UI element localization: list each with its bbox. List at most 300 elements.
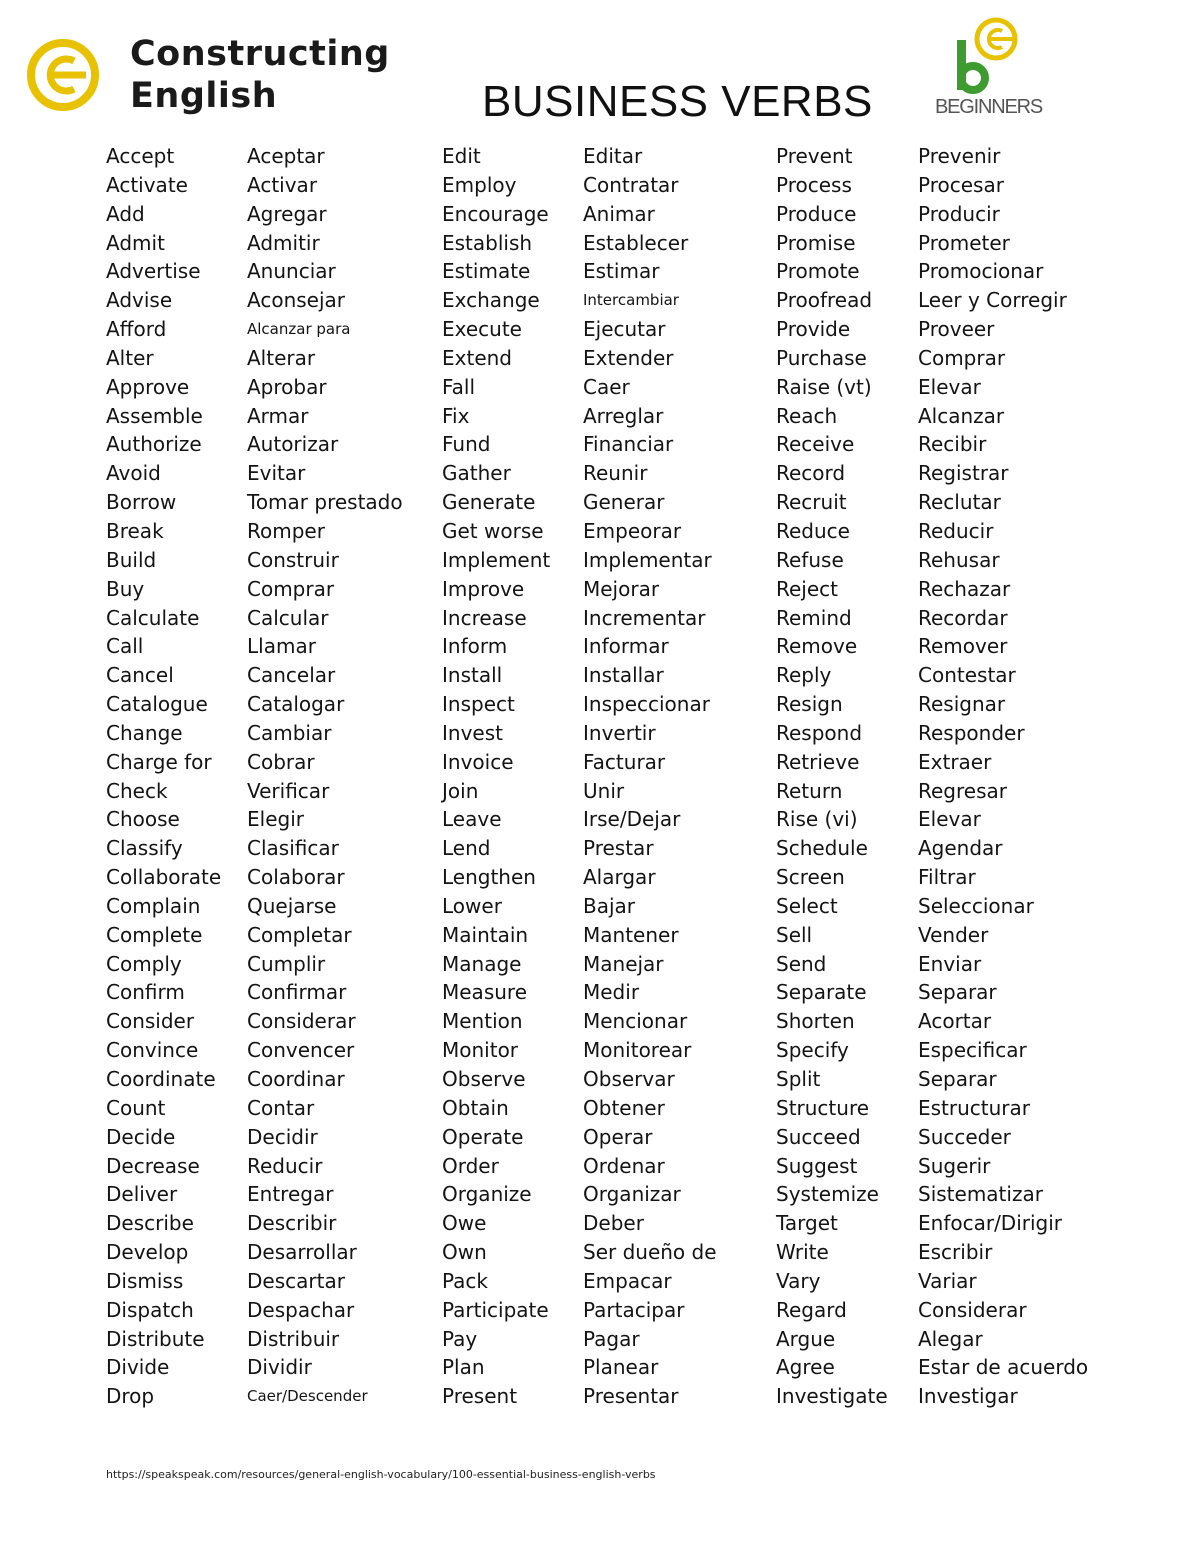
english-verb: Schedule xyxy=(776,836,868,861)
english-verb: Authorize xyxy=(106,432,202,457)
table-row xyxy=(0,719,1200,748)
spanish-translation: Investigar xyxy=(918,1384,1018,1409)
spanish-translation: Activar xyxy=(247,172,318,197)
table-row xyxy=(0,748,1200,777)
spanish-translation: Armar xyxy=(247,403,309,428)
spanish-translation: Completar xyxy=(247,922,352,947)
table-row xyxy=(0,834,1200,863)
spanish-translation: Unir xyxy=(583,778,625,803)
spanish-translation: Leer y Corregir xyxy=(918,288,1067,313)
english-verb: Structure xyxy=(776,1095,870,1120)
table-row xyxy=(0,1353,1200,1382)
english-verb: Reply xyxy=(776,663,832,688)
spanish-translation: Rehusar xyxy=(918,547,1000,572)
english-verb: Advertise xyxy=(106,259,201,284)
english-verb: Return xyxy=(776,778,843,803)
english-verb: Lengthen xyxy=(442,865,536,890)
english-verb: Leave xyxy=(442,807,502,832)
english-verb: Fund xyxy=(442,432,491,457)
table-row xyxy=(0,142,1200,171)
english-verb: Specify xyxy=(776,1038,849,1063)
english-verb: Organize xyxy=(442,1182,532,1207)
table-row xyxy=(0,373,1200,402)
english-verb: Deliver xyxy=(106,1182,178,1207)
spanish-translation: Medir xyxy=(583,980,640,1005)
table-row xyxy=(0,892,1200,921)
english-verb: Respond xyxy=(776,720,863,745)
english-verb: Split xyxy=(776,1067,821,1091)
spanish-translation: Procesar xyxy=(918,172,1004,197)
spanish-translation: Elevar xyxy=(918,807,981,832)
english-verb: Remind xyxy=(776,605,852,630)
spanish-translation: Contar xyxy=(247,1095,315,1120)
table-row xyxy=(0,402,1200,431)
spanish-translation: Operar xyxy=(583,1124,653,1149)
spanish-translation: Reducir xyxy=(247,1153,323,1178)
table-row xyxy=(0,1267,1200,1296)
english-verb: Investigate xyxy=(776,1384,888,1409)
spanish-translation: Recordar xyxy=(918,605,1008,630)
spanish-translation: Estar de acuerdo xyxy=(918,1355,1089,1380)
table-row xyxy=(0,632,1200,661)
english-verb: Estimate xyxy=(442,259,531,284)
english-verb: Promise xyxy=(776,230,856,255)
spanish-translation: Recibir xyxy=(918,432,987,457)
english-verb: Vary xyxy=(776,1268,821,1293)
english-verb: Purchase xyxy=(776,345,867,370)
english-verb: Coordinate xyxy=(106,1067,216,1091)
english-verb: Prevent xyxy=(776,144,853,168)
english-verb: Succeed xyxy=(776,1124,861,1149)
english-verb: Convince xyxy=(106,1038,199,1063)
spanish-translation: Succeder xyxy=(918,1124,1011,1149)
table-row xyxy=(0,1296,1200,1325)
english-verb: Measure xyxy=(442,980,527,1005)
table-row xyxy=(0,777,1200,806)
spanish-translation: Dividir xyxy=(247,1355,312,1380)
spanish-translation: Prometer xyxy=(918,230,1010,255)
table-row xyxy=(0,344,1200,373)
english-verb: Observe xyxy=(442,1067,526,1091)
spanish-translation: Informar xyxy=(583,634,669,659)
table-row xyxy=(0,315,1200,344)
english-verb: Systemize xyxy=(776,1182,879,1207)
spanish-translation: Mantener xyxy=(583,922,679,947)
english-verb: Receive xyxy=(776,432,855,457)
english-verb: Own xyxy=(442,1240,487,1265)
english-verb: Complain xyxy=(106,893,201,918)
table-row xyxy=(0,459,1200,488)
spanish-translation: Inspeccionar xyxy=(583,692,710,717)
table-row xyxy=(0,950,1200,979)
english-verb: Retrieve xyxy=(776,749,860,774)
spanish-translation: Ordenar xyxy=(583,1153,665,1178)
spanish-translation: Enviar xyxy=(918,951,982,976)
spanish-translation: Producir xyxy=(918,201,1000,226)
table-row xyxy=(0,1123,1200,1152)
spanish-translation: Facturar xyxy=(583,749,666,774)
spanish-translation: Monitorear xyxy=(583,1038,692,1063)
english-verb: Manage xyxy=(442,951,522,976)
english-verb: Shorten xyxy=(776,1009,855,1034)
spanish-translation: Estructurar xyxy=(918,1095,1031,1120)
english-verb: Distribute xyxy=(106,1326,205,1351)
english-verb: Implement xyxy=(442,547,551,572)
table-row xyxy=(0,575,1200,604)
spanish-translation: Extender xyxy=(583,345,674,370)
english-verb: Order xyxy=(442,1153,499,1178)
spanish-translation: Alegar xyxy=(918,1326,983,1351)
spanish-translation: Filtrar xyxy=(918,865,976,890)
spanish-translation: Separar xyxy=(918,980,997,1005)
english-verb: Remove xyxy=(776,634,858,659)
spanish-translation: Calcular xyxy=(247,605,329,630)
english-verb: Establish xyxy=(442,230,533,255)
spanish-translation: Promocionar xyxy=(918,259,1044,284)
english-verb: Install xyxy=(442,663,503,688)
english-verb: Increase xyxy=(442,605,527,630)
table-row xyxy=(0,1036,1200,1065)
spanish-translation: Convencer xyxy=(247,1038,355,1063)
spanish-translation: Alcanzar xyxy=(918,403,1005,428)
english-verb: Accept xyxy=(106,144,175,168)
spanish-translation: Prestar xyxy=(583,836,654,861)
english-verb: Process xyxy=(776,172,852,197)
english-verb: Describe xyxy=(106,1211,194,1236)
english-verb: Choose xyxy=(106,807,180,832)
english-verb: Invest xyxy=(442,720,503,745)
table-row xyxy=(0,690,1200,719)
english-verb: Invoice xyxy=(442,749,514,774)
english-verb: Regard xyxy=(776,1297,847,1322)
brand-name-line1: Constructing xyxy=(130,34,390,74)
english-verb: Avoid xyxy=(106,461,161,486)
english-verb: Change xyxy=(106,720,183,745)
source-url: https://speakspeak.com/resources/general-english-vocabulary/100-essential-business-english-verbs xyxy=(106,1468,656,1481)
spanish-translation: Quejarse xyxy=(247,893,337,918)
english-verb: Recruit xyxy=(776,490,847,515)
spanish-translation: Evitar xyxy=(247,461,306,486)
english-verb: Reduce xyxy=(776,518,850,543)
spanish-translation: Cambiar xyxy=(247,720,332,745)
english-verb: Drop xyxy=(106,1384,155,1409)
english-verb: Approve xyxy=(106,374,190,399)
table-row xyxy=(0,488,1200,517)
spanish-translation: Bajar xyxy=(583,893,636,918)
english-verb: Resign xyxy=(776,692,843,717)
english-verb: Fix xyxy=(442,403,470,428)
page-title: BUSINESS VERBS xyxy=(482,77,873,126)
table-row xyxy=(0,978,1200,1007)
english-verb: Divide xyxy=(106,1355,170,1380)
spanish-translation: Proveer xyxy=(918,317,995,342)
spanish-translation: Clasificar xyxy=(247,836,339,861)
brand-name-line2: English xyxy=(130,76,278,116)
spanish-translation: Caer xyxy=(583,374,630,399)
spanish-translation: Autorizar xyxy=(247,432,339,457)
spanish-translation: Comprar xyxy=(918,345,1006,370)
table-row xyxy=(0,1209,1200,1238)
english-verb: Reach xyxy=(776,403,838,428)
spanish-translation: Establecer xyxy=(583,230,689,255)
english-verb: Extend xyxy=(442,345,512,370)
english-verb: Rise (vi) xyxy=(776,807,858,832)
spanish-translation: Reunir xyxy=(583,461,648,486)
constructing-english-logo xyxy=(24,34,390,120)
spanish-translation: Prevenir xyxy=(918,144,1001,168)
spanish-translation: Caer/Descender xyxy=(247,1387,368,1406)
spanish-translation: Rechazar xyxy=(918,576,1011,601)
english-verb: Owe xyxy=(442,1211,487,1236)
english-verb: Charge for xyxy=(106,749,212,774)
spanish-translation: Mencionar xyxy=(583,1009,688,1034)
english-verb: Edit xyxy=(442,144,481,168)
english-verb: Present xyxy=(442,1384,518,1409)
spanish-translation: Construir xyxy=(247,547,339,572)
spanish-translation: Aprobar xyxy=(247,374,327,399)
spanish-translation: Sistematizar xyxy=(918,1182,1043,1207)
english-verb: Encourage xyxy=(442,201,549,226)
english-verb: Assemble xyxy=(106,403,203,428)
spanish-translation: Installar xyxy=(583,663,664,688)
english-verb: Borrow xyxy=(106,490,177,515)
spanish-translation: Contratar xyxy=(583,172,679,197)
spanish-translation: Especificar xyxy=(918,1038,1027,1063)
english-verb: Advise xyxy=(106,288,173,313)
spanish-translation: Implementar xyxy=(583,547,712,572)
english-verb: Argue xyxy=(776,1326,836,1351)
spanish-translation: Considerar xyxy=(918,1297,1027,1322)
beginners-logo-icon xyxy=(935,12,1045,102)
english-verb: Plan xyxy=(442,1355,485,1380)
spanish-translation: Reclutar xyxy=(918,490,1001,515)
spanish-translation: Desarrollar xyxy=(247,1240,357,1265)
spanish-translation: Manejar xyxy=(583,951,664,976)
spanish-translation: Financiar xyxy=(583,432,674,457)
english-verb: Complete xyxy=(106,922,203,947)
spanish-translation: Cobrar xyxy=(247,749,315,774)
spanish-translation: Registrar xyxy=(918,461,1009,486)
spanish-translation: Variar xyxy=(918,1268,977,1293)
english-verb: Maintain xyxy=(442,922,529,947)
english-verb: Confirm xyxy=(106,980,185,1005)
spanish-translation: Partacipar xyxy=(583,1297,685,1322)
english-verb: Select xyxy=(776,893,838,918)
english-verb: Cancel xyxy=(106,663,174,688)
english-verb: Record xyxy=(776,461,846,486)
spanish-translation: Elevar xyxy=(918,374,981,399)
english-verb: Mention xyxy=(442,1009,523,1034)
english-verb: Pay xyxy=(442,1326,478,1351)
spanish-translation: Cancelar xyxy=(247,663,336,688)
spanish-translation: Descartar xyxy=(247,1268,345,1293)
english-verb: Gather xyxy=(442,461,511,486)
spanish-translation: Estimar xyxy=(583,259,660,284)
english-verb: Lend xyxy=(442,836,491,861)
spanish-translation: Agendar xyxy=(918,836,1003,861)
spanish-translation: Empeorar xyxy=(583,518,682,543)
table-row xyxy=(0,921,1200,950)
english-verb: Send xyxy=(776,951,827,976)
english-verb: Execute xyxy=(442,317,522,342)
spanish-translation: Tomar prestado xyxy=(247,490,403,515)
spanish-translation: Romper xyxy=(247,518,325,543)
english-verb: Decide xyxy=(106,1124,176,1149)
table-row xyxy=(0,604,1200,633)
table-row xyxy=(0,546,1200,575)
spanish-translation: Vender xyxy=(918,922,989,947)
spanish-translation: Acortar xyxy=(918,1009,992,1034)
english-verb: Break xyxy=(106,518,164,543)
spanish-translation: Remover xyxy=(918,634,1008,659)
spanish-translation: Catalogar xyxy=(247,692,345,717)
table-row xyxy=(0,1238,1200,1267)
english-verb: Screen xyxy=(776,865,845,890)
english-verb: Employ xyxy=(442,172,517,197)
english-verb: Target xyxy=(776,1211,838,1236)
english-verb: Provide xyxy=(776,317,851,342)
english-verb: Admit xyxy=(106,230,165,255)
table-row xyxy=(0,1007,1200,1036)
spanish-translation: Alargar xyxy=(583,865,656,890)
english-verb: Count xyxy=(106,1095,166,1120)
table-row xyxy=(0,1180,1200,1209)
spanish-translation: Verificar xyxy=(247,778,330,803)
english-verb: Exchange xyxy=(442,288,540,313)
table-row xyxy=(0,1325,1200,1354)
spanish-translation: Elegir xyxy=(247,807,304,832)
spanish-translation: Llamar xyxy=(247,634,316,659)
english-verb: Build xyxy=(106,547,157,572)
english-verb: Pack xyxy=(442,1268,488,1293)
spanish-translation: Admitir xyxy=(247,230,320,255)
spanish-translation: Resignar xyxy=(918,692,1006,717)
spanish-translation: Comprar xyxy=(247,576,335,601)
english-verb: Develop xyxy=(106,1240,189,1265)
table-row xyxy=(0,1094,1200,1123)
spanish-translation: Colaborar xyxy=(247,865,345,890)
spanish-translation: Sugerir xyxy=(918,1153,991,1178)
spanish-translation: Enfocar/Dirigir xyxy=(918,1211,1063,1236)
english-verb: Alter xyxy=(106,345,154,370)
table-row xyxy=(0,200,1200,229)
spanish-translation: Responder xyxy=(918,720,1025,745)
spanish-translation: Deber xyxy=(583,1211,644,1236)
spanish-translation: Incrementar xyxy=(583,605,706,630)
spanish-translation: Despachar xyxy=(247,1297,355,1322)
english-verb: Raise (vt) xyxy=(776,374,872,399)
spanish-translation: Alcanzar para xyxy=(247,320,351,339)
english-verb: Comply xyxy=(106,951,182,976)
spanish-translation: Animar xyxy=(583,201,655,226)
spanish-translation: Organizar xyxy=(583,1182,681,1207)
english-verb: Calculate xyxy=(106,605,200,630)
english-verb: Separate xyxy=(776,980,867,1005)
english-verb: Lower xyxy=(442,893,502,918)
beginners-logo-text: BEGINNERS xyxy=(935,96,1043,118)
english-verb: Join xyxy=(442,778,479,803)
english-verb: Monitor xyxy=(442,1038,519,1063)
table-row xyxy=(0,430,1200,459)
spanish-translation: Irse/Dejar xyxy=(583,807,681,832)
english-verb: Call xyxy=(106,634,144,659)
english-verb: Inspect xyxy=(442,692,515,717)
spanish-translation: Seleccionar xyxy=(918,893,1034,918)
spanish-translation: Generar xyxy=(583,490,665,515)
spanish-translation: Alterar xyxy=(247,345,316,370)
english-verb: Dismiss xyxy=(106,1268,184,1293)
spanish-translation: Separar xyxy=(918,1067,997,1091)
constructing-english-logo-icon xyxy=(24,35,104,115)
beginners-logo xyxy=(935,12,1045,122)
english-verb: Add xyxy=(106,201,145,226)
english-verb: Check xyxy=(106,778,168,803)
spanish-translation: Aconsejar xyxy=(247,288,345,313)
spanish-translation: Ser dueño de xyxy=(583,1240,717,1265)
english-verb: Promote xyxy=(776,259,860,284)
spanish-translation: Planear xyxy=(583,1355,659,1380)
spanish-translation: Contestar xyxy=(918,663,1016,688)
spanish-translation: Regresar xyxy=(918,778,1007,803)
spanish-translation: Entregar xyxy=(247,1182,334,1207)
spanish-translation: Agregar xyxy=(247,201,327,226)
english-verb: Afford xyxy=(106,317,167,342)
spanish-translation: Decidir xyxy=(247,1124,318,1149)
english-verb: Inform xyxy=(442,634,508,659)
english-verb: Activate xyxy=(106,172,188,197)
spanish-translation: Invertir xyxy=(583,720,656,745)
english-verb: Refuse xyxy=(776,547,844,572)
table-row xyxy=(0,257,1200,286)
spanish-translation: Extraer xyxy=(918,749,992,774)
table-row xyxy=(0,229,1200,258)
english-verb: Buy xyxy=(106,576,145,601)
english-verb: Agree xyxy=(776,1355,835,1380)
table-row xyxy=(0,863,1200,892)
spanish-translation: Anunciar xyxy=(247,259,336,284)
spanish-translation: Empacar xyxy=(583,1268,672,1293)
english-verb: Generate xyxy=(442,490,536,515)
spanish-translation: Coordinar xyxy=(247,1067,345,1091)
table-row xyxy=(0,805,1200,834)
spanish-translation: Confirmar xyxy=(247,980,347,1005)
table-row xyxy=(0,1382,1200,1411)
spanish-translation: Reducir xyxy=(918,518,994,543)
english-verb: Produce xyxy=(776,201,857,226)
table-row xyxy=(0,517,1200,546)
english-verb: Proofread xyxy=(776,288,873,313)
english-verb: Improve xyxy=(442,576,525,601)
spanish-translation: Distribuir xyxy=(247,1326,340,1351)
english-verb: Dispatch xyxy=(106,1297,194,1322)
english-verb: Catalogue xyxy=(106,692,208,717)
english-verb: Classify xyxy=(106,836,183,861)
english-verb: Operate xyxy=(442,1124,524,1149)
spanish-translation: Arreglar xyxy=(583,403,664,428)
spanish-translation: Aceptar xyxy=(247,144,325,168)
english-verb: Fall xyxy=(442,374,476,399)
spanish-translation: Ejecutar xyxy=(583,317,666,342)
spanish-translation: Escribir xyxy=(918,1240,993,1265)
english-verb: Suggest xyxy=(776,1153,858,1178)
english-verb: Obtain xyxy=(442,1095,509,1120)
spanish-translation: Pagar xyxy=(583,1326,640,1351)
english-verb: Get worse xyxy=(442,518,544,543)
spanish-translation: Intercambiar xyxy=(583,291,679,310)
spanish-translation: Editar xyxy=(583,144,643,168)
vocabulary-table xyxy=(0,142,1200,1411)
spanish-translation: Cumplir xyxy=(247,951,326,976)
